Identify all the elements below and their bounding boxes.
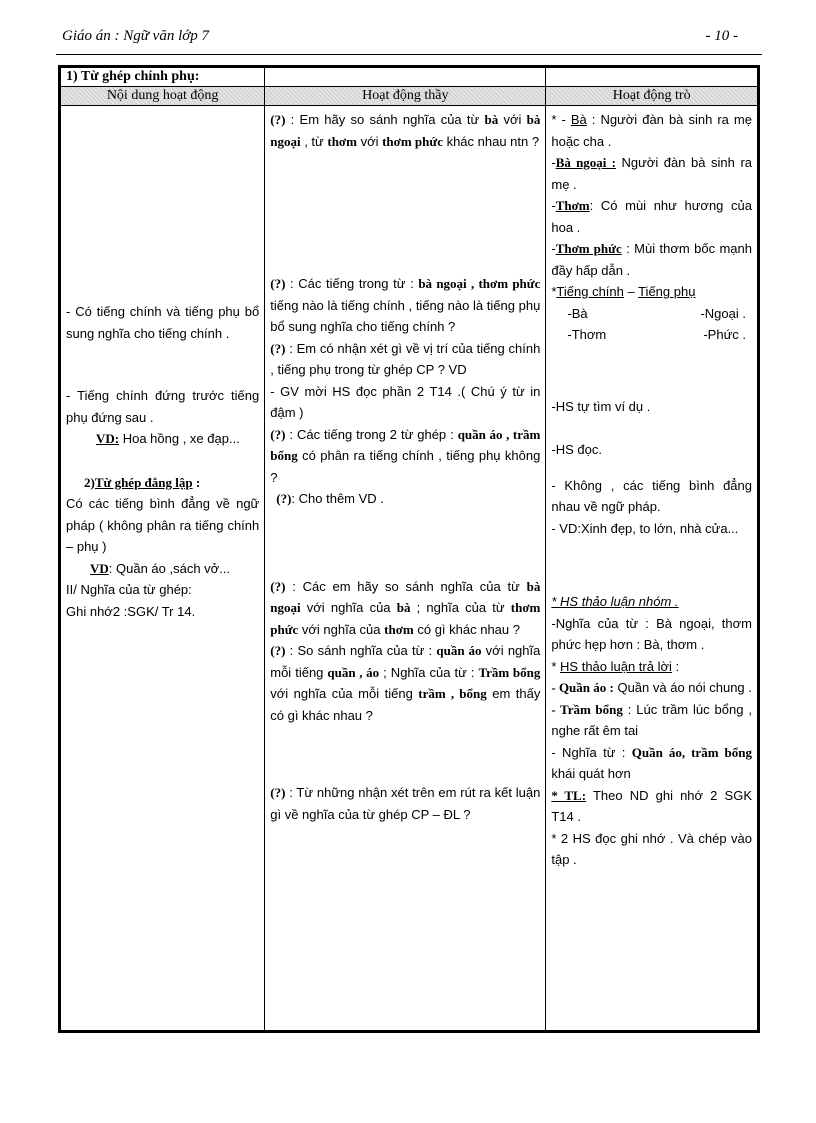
student-a4: -Thơm phức : Mùi thơm bốc mạnh đầy hấp dẫn . <box>551 241 752 278</box>
teacher-q8: (?) : So sánh nghĩa của từ : quần áo với nghĩa mỗi tiếng quần , áo ; Nghĩa của từ : Trầm bổng với nghĩa của mỗi tiếng trầm , bổng em thấy có gì khác nhau ? <box>270 643 541 723</box>
section-title: 1) Từ ghép chính phụ: <box>61 68 265 87</box>
content-vd1: VD: Hoa hồng , xe đạp... <box>96 431 240 446</box>
student-a7: -HS đọc. <box>551 442 602 457</box>
empty-cell <box>546 68 758 87</box>
content-p5: Ghi nhớ2 :SGK/ Tr 14. <box>66 603 196 619</box>
student-a6: -HS tự tìm ví dụ . <box>551 398 651 414</box>
header-rule <box>56 54 762 55</box>
content-vd2: VD: Quần áo ,sách vở... <box>90 560 231 576</box>
empty-cell <box>265 68 546 87</box>
teacher-q1: (?) : Em hãy so sánh nghĩa của từ bà với bà ngoại , từ thơm với thơm phức khác nhau ntn ? <box>270 112 541 149</box>
column-header-teacher: Hoạt động thầy <box>265 87 546 106</box>
body-row <box>61 106 758 1031</box>
page-number: - 10 - <box>705 28 738 44</box>
student-a5-row1: -Bà -Ngoại . <box>567 305 746 321</box>
lesson-table <box>60 67 758 1031</box>
teacher-q4: - GV mời HS đọc phần 2 T14 .( Chú ý từ in đậm ) <box>270 383 541 420</box>
content-heading-2: 2)Từ ghép đẳng lập : <box>84 474 201 490</box>
student-a9: - VD:Xinh đẹp, to lớn, nhà cửa... <box>551 520 739 536</box>
student-a16: * TL: Theo ND ghi nhớ 2 SGK T14 . <box>551 787 752 824</box>
content-column <box>61 106 265 1031</box>
student-a13: - Quần áo : Quần và áo nói chung . <box>551 680 752 695</box>
content-p4: II/ Nghĩa của từ ghép: <box>66 582 192 597</box>
vd2-label: VD <box>90 560 109 576</box>
teacher-column <box>265 106 546 1031</box>
column-header-student: Hoạt động trò <box>546 87 758 106</box>
content-p3: Có các tiếng bình đẳng về ngữ pháp ( không phân ra tiếng chính – phụ ) <box>66 496 260 554</box>
teacher-q6: (?): Cho thêm VD . <box>276 491 384 506</box>
student-a3: -Thơm: Có mùi như hương của hoa . <box>551 198 752 235</box>
student-a10: * HS thảo luận nhóm . <box>551 594 679 609</box>
student-a15: - Nghĩa từ : Quần áo, trầm bổng khái quát hơn <box>551 744 752 781</box>
teacher-q2: (?) : Các tiếng trong từ : bà ngoại , thơm phức tiếng nào là tiếng chính , tiếng nào là tiếng phụ bổ sung nghĩa cho tiếng chính ? <box>270 276 541 334</box>
student-a2: -Bà ngoại : Người đàn bà sinh ra mẹ . <box>551 155 752 192</box>
column-header-content: Nội dung hoạt động <box>61 87 265 106</box>
teacher-q5: (?) : Các tiếng trong 2 từ ghép : quần áo , trầm bổng có phân ra tiếng chính , tiếng phụ không ? <box>270 426 541 485</box>
teacher-q3: (?) : Em có nhận xét gì về vị trí của tiếng chính , tiếng phụ trong từ ghép CP ? VD <box>270 340 541 377</box>
content-p2: - Tiếng chính đứng trước tiếng phụ đứng sau . <box>66 388 260 425</box>
student-a5-heading: *Tiếng chính – Tiếng phụ <box>551 284 696 299</box>
student-a14: - Trầm bổng : Lúc trầm lúc bổng , nghe rất êm tai <box>551 701 752 738</box>
student-a5-row2: -Thơm -Phức . <box>567 327 746 342</box>
student-a17: * 2 HS đọc ghi nhớ . Và chép vào tập . <box>551 830 752 867</box>
section-title-row <box>61 68 758 87</box>
student-a1: * - Bà : Người đàn bà sinh ra mẹ hoặc cha . <box>551 112 752 149</box>
column-header-row <box>61 87 758 106</box>
content-p1: - Có tiếng chính và tiếng phụ bổ sung nghĩa cho tiếng chính . <box>66 304 260 341</box>
header-title: Giáo án : Ngữ văn lớp 7 <box>62 28 210 44</box>
student-a8: - Không , các tiếng bình đẳng nhau về ngữ pháp. <box>551 477 752 514</box>
student-a11: -Nghĩa của từ : Bà ngoại, thơm phức hẹp hơn : Bà, thơm . <box>551 615 752 652</box>
student-a12: * HS thảo luận trả lời : <box>551 658 680 674</box>
student-column <box>546 106 758 1031</box>
teacher-q7: (?) : Các em hãy so sánh nghĩa của từ bà ngoại với nghĩa của bà ; nghĩa của từ thơm phức với nghĩa của thơm có gì khác nhau ? <box>270 578 541 637</box>
teacher-q9: (?) : Từ những nhận xét trên em rút ra kết luận gì về nghĩa của từ ghép CP – ĐL ? <box>270 785 541 822</box>
vd1-label: VD: <box>96 431 120 446</box>
